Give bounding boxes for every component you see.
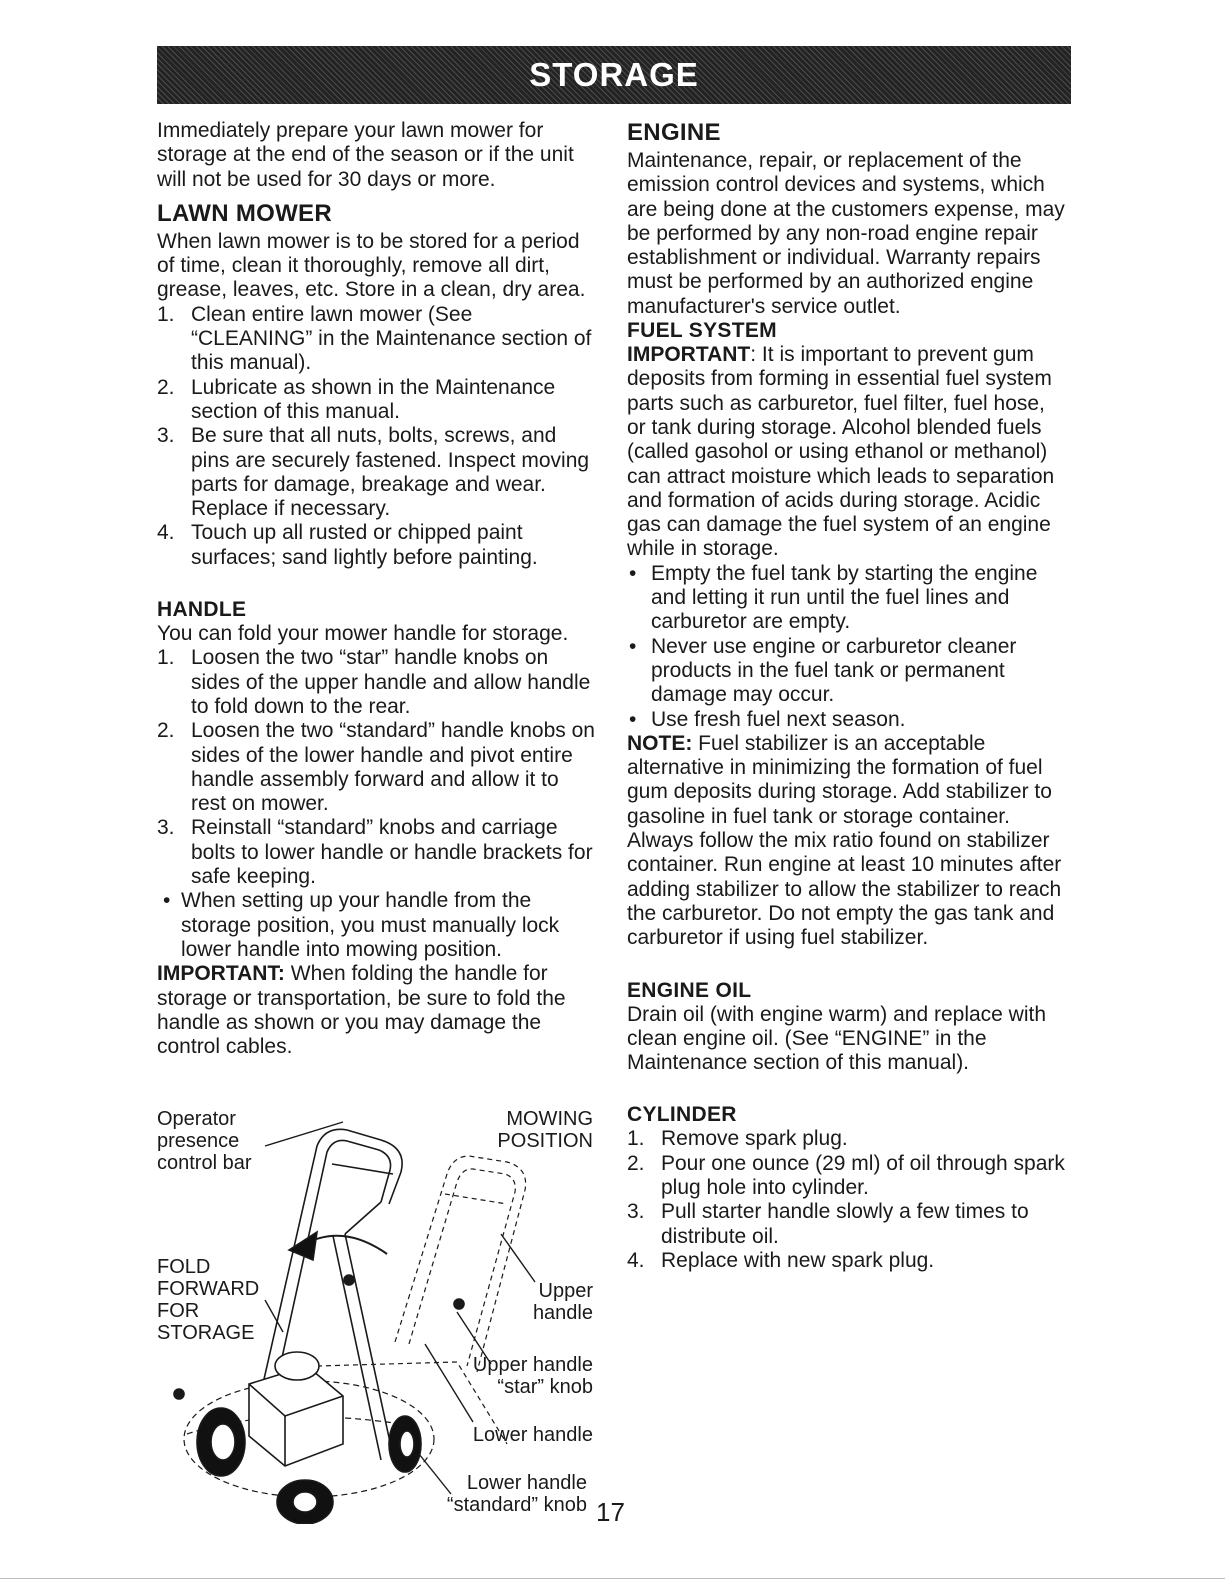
upper-handle-label: Upper handle bbox=[532, 1280, 593, 1324]
right-column bbox=[627, 119, 1067, 1273]
lawn-mower-heading: LAWN MOWER bbox=[157, 199, 332, 227]
note-label: NOTE: bbox=[627, 731, 693, 755]
fuel-system-heading: FUEL SYSTEM bbox=[627, 319, 777, 343]
intro-paragraph: Immediately prepare your lawn mower for storage at the end of the season or if the unit will not be used for 30 days or more. bbox=[157, 119, 574, 191]
bottom-divider bbox=[0, 1578, 1225, 1579]
list-number: 4. bbox=[157, 521, 175, 545]
handle-fold-diagram bbox=[157, 1104, 597, 1524]
bullet-text: Empty the fuel tank by starting the engine and letting it run until the fuel lines and carburetor are empty. bbox=[651, 561, 1038, 634]
list-item bbox=[627, 1152, 1067, 1201]
bullet-mark: • bbox=[163, 889, 171, 913]
section-title: STORAGE bbox=[529, 56, 699, 93]
list-number: 1. bbox=[627, 1127, 645, 1151]
handle-bullet bbox=[157, 889, 597, 962]
list-text: Replace with new spark plug. bbox=[661, 1248, 935, 1272]
list-item bbox=[157, 424, 597, 521]
list-number: 2. bbox=[157, 719, 175, 743]
list-number: 2. bbox=[627, 1151, 645, 1175]
bullet-mark: • bbox=[629, 561, 637, 585]
list-number: 3. bbox=[157, 816, 175, 840]
list-item bbox=[157, 521, 597, 570]
handle-important bbox=[157, 962, 597, 1059]
list-number: 3. bbox=[157, 424, 175, 448]
list-number: 1. bbox=[157, 646, 175, 670]
list-item bbox=[157, 719, 597, 816]
list-number: 1. bbox=[157, 302, 175, 326]
list-item bbox=[157, 646, 597, 719]
fold-forward-label: FOLD FORWARD FOR STORAGE bbox=[157, 1256, 260, 1344]
list-number: 3. bbox=[627, 1200, 645, 1224]
bullet-mark: • bbox=[629, 707, 637, 731]
list-number: 4. bbox=[627, 1248, 645, 1272]
important-text: : It is important to prevent gum deposits from forming in essential fuel system parts such as carburetor, fuel filter, fuel hose, or tank during storage. Alcohol blended fuels (called gasohol or using ethanol or methanol) can attract moisture which leads to separation and formation of acids during storage. Acidic gas can damage the fuel system of an engine while in storage. bbox=[627, 343, 1055, 561]
important-label: IMPORTANT bbox=[627, 343, 751, 367]
list-item bbox=[157, 376, 597, 425]
handle-list bbox=[157, 646, 597, 889]
list-text: Pour one ounce (29 ml) of oil through spark plug hole into cylinder. bbox=[661, 1151, 1065, 1199]
lawn-mower-list bbox=[157, 303, 597, 570]
page-number: 17 bbox=[596, 1497, 625, 1527]
list-text: Loosen the two “star” handle knobs on sides of the upper handle and allow handle to fold down to the rear. bbox=[191, 646, 591, 718]
list-text: Touch up all rusted or chipped paint surfaces; sand lightly before painting. bbox=[191, 521, 538, 569]
list-text: Clean entire lawn mower (See “CLEANING” in the Maintenance section of this manual). bbox=[191, 302, 592, 375]
list-text: Pull starter handle slowly a few times to distribute oil. bbox=[661, 1200, 1029, 1248]
bullet-mark: • bbox=[629, 634, 637, 658]
list-item bbox=[627, 1200, 1067, 1249]
upper-handle-star-knob-label: Upper handle “star” knob bbox=[472, 1354, 593, 1398]
section-banner bbox=[157, 46, 1071, 104]
important-text: When folding the handle for storage or transportation, be sure to fold the handle as shown or you may damage the control cables. bbox=[157, 962, 566, 1059]
lawn-mower-paragraph: When lawn mower is to be stored for a period of time, clean it thoroughly, remove all dirt, grease, leaves, etc. Store in a clean, dry area. bbox=[157, 229, 586, 302]
lower-handle-label: Lower handle bbox=[472, 1424, 593, 1446]
list-text: Loosen the two “standard” handle knobs on sides of the lower handle and pivot entire handle assembly forward and allow it to rest on mower. bbox=[191, 719, 595, 816]
list-item bbox=[627, 1127, 1067, 1151]
list-item bbox=[157, 303, 597, 376]
handle-heading: HANDLE bbox=[157, 598, 247, 622]
engine-oil-paragraph: Drain oil (with engine warm) and replace with clean engine oil. (See “ENGINE” in the Maintenance section of this manual). bbox=[627, 1002, 1047, 1075]
list-text: Remove spark plug. bbox=[661, 1127, 848, 1151]
fuel-important-paragraph bbox=[627, 343, 1067, 562]
handle-paragraph: You can fold your mower handle for storage. bbox=[157, 622, 569, 646]
mowing-position-label: MOWING POSITION bbox=[497, 1108, 593, 1152]
cylinder-list bbox=[627, 1127, 1067, 1273]
list-number: 2. bbox=[157, 375, 175, 399]
operator-bar-label: Operator presence control bar bbox=[157, 1108, 252, 1174]
list-text: Be sure that all nuts, bolts, screws, and pins are securely fastened. Inspect moving parts for damage, breakage and wear. Replace if necessary. bbox=[191, 424, 590, 521]
bullet-text: Never use engine or carburetor cleaner products in the fuel tank or permanent damage may occur. bbox=[651, 634, 1017, 707]
list-text: Reinstall “standard” knobs and carriage bolts to lower handle or handle brackets for safe keeping. bbox=[191, 816, 593, 889]
list-text: Lubricate as shown in the Maintenance section of this manual. bbox=[191, 375, 556, 423]
fuel-bullet bbox=[627, 562, 1067, 635]
fuel-bullet bbox=[627, 635, 1067, 708]
bullet-text: Use fresh fuel next season. bbox=[651, 707, 906, 731]
important-label: IMPORTANT: bbox=[157, 962, 285, 986]
cylinder-heading: CYLINDER bbox=[627, 1103, 737, 1127]
engine-oil-heading: ENGINE OIL bbox=[627, 978, 752, 1002]
engine-paragraph: Maintenance, repair, or replacement of the emission control devices and systems, which are being done at the customers expense, may be performed by any non-road engine repair establishment or individual. Warranty repairs must be performed by an authorized engine manufacturer's service outlet. bbox=[627, 149, 1065, 318]
engine-heading: ENGINE bbox=[627, 119, 721, 146]
left-column bbox=[157, 119, 597, 1059]
note-text: Fuel stabilizer is an acceptable alternative in minimizing the formation of fuel gum deposits during storage. Add stabilizer to gasoline in fuel tank or storage container. Always follow the mix ratio found on stabilizer container. Run engine at least 10 minutes after adding stabilizer to allow the stabilizer to reach the carburetor. Do not empty the gas tank and carburetor if using fuel stabilizer. bbox=[627, 731, 1062, 950]
fuel-note-paragraph bbox=[627, 732, 1067, 951]
list-item bbox=[627, 1249, 1067, 1273]
lower-handle-standard-knob-label: Lower handle “standard” knob bbox=[446, 1472, 587, 1516]
bullet-text: When setting up your handle from the storage position, you must manually lock lower handle into mowing position. bbox=[181, 889, 560, 961]
list-item bbox=[157, 816, 597, 889]
fuel-bullet bbox=[627, 708, 1067, 732]
